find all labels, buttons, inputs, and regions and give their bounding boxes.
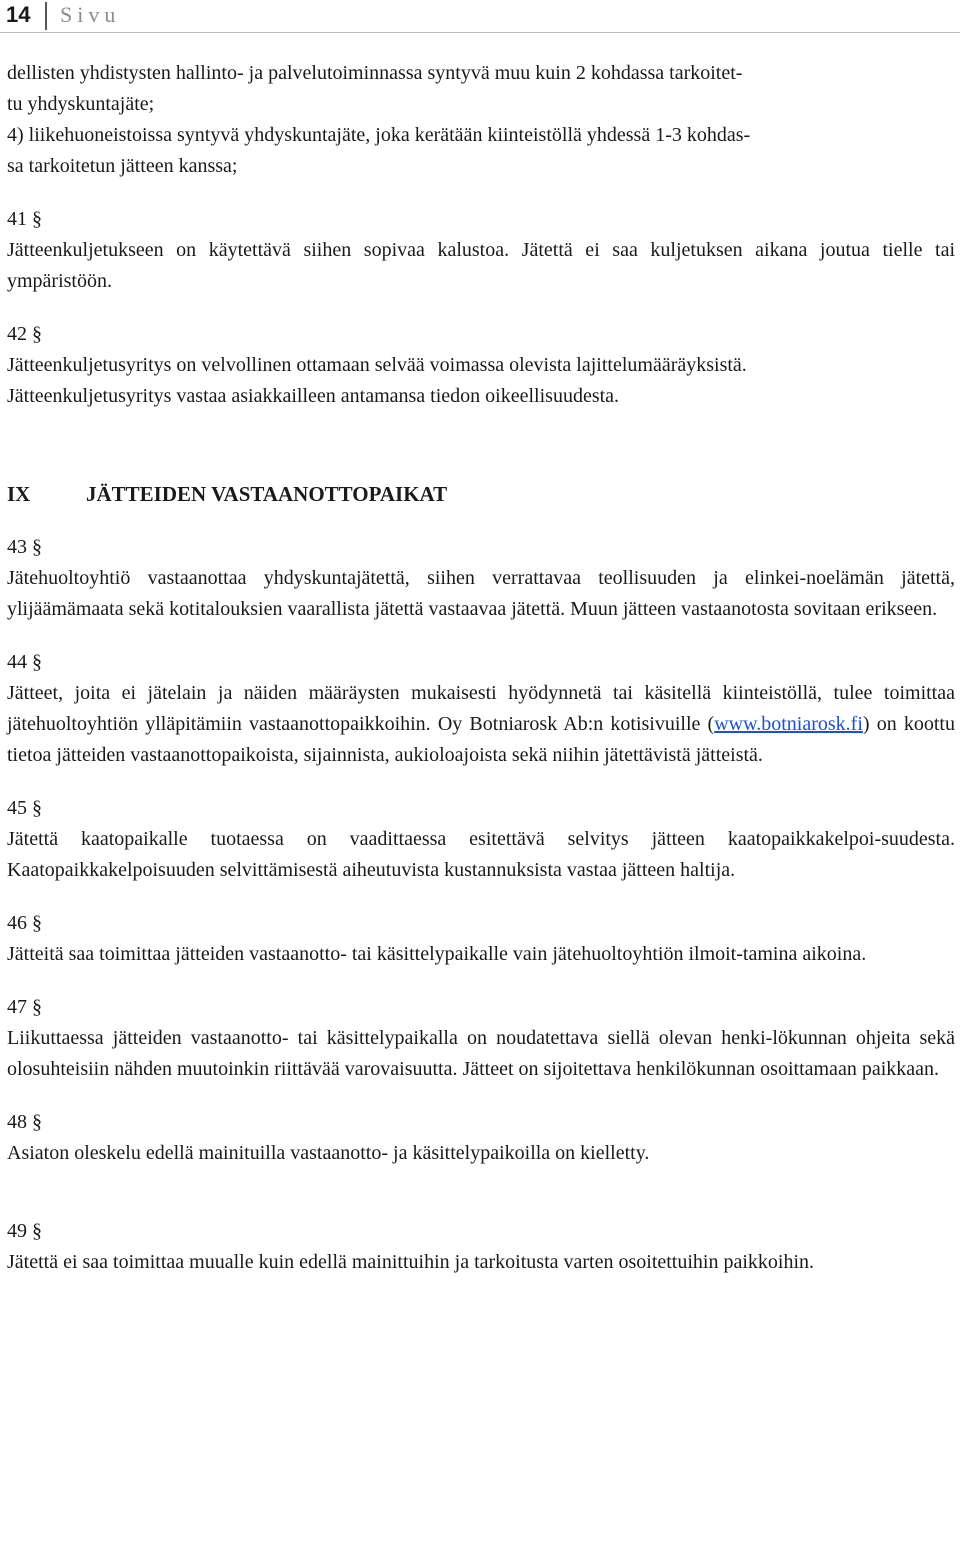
- intro-line-1: dellisten yhdistysten hallinto- ja palvelutoiminnassa syntyvä muu kuin 2 kohdassa tarkoitet-: [7, 62, 743, 84]
- section-45: [7, 793, 955, 886]
- section-text: Jätteenkuljetusyritys vastaa asiakkailleen antamansa tiedon oikeellisuudesta.: [7, 385, 620, 407]
- section-text: Asiaton oleskelu edellä mainituilla vastaanotto- ja käsittelypaikoilla on kielletty.: [7, 1142, 650, 1164]
- section-text: Jätehuoltoyhtiö vastaanottaa yhdyskuntajätettä, siihen verrattavaa teollisuuden ja elinkei-noelämän jätettä, ylijäämämaata sekä kotitalouksien vaarallista jätettä vastaavaa jätettä. Muun jätteen vastaanotosta sovitaan erikseen.: [7, 567, 955, 620]
- page-label: Sivu: [60, 2, 121, 27]
- page-header: [0, 0, 960, 34]
- section-41: [7, 204, 955, 297]
- intro-line-2: tu yhdyskuntajäte;: [7, 93, 155, 115]
- section-text: [7, 678, 955, 771]
- chapter-number: IX: [7, 482, 31, 506]
- header-rule: [0, 32, 960, 33]
- section-number: 47 §: [7, 996, 42, 1018]
- section-number: 42 §: [7, 323, 42, 345]
- document-body: [7, 58, 955, 1278]
- section-44: [7, 647, 955, 771]
- section-text: Jätteenkuljetusyritys on velvollinen ottamaan selvää voimassa olevista lajittelumääräyksistä.: [7, 354, 747, 376]
- header-divider: [45, 2, 47, 30]
- intro-line-4: sa tarkoitetun jätteen kanssa;: [7, 155, 238, 177]
- section-43: [7, 532, 955, 625]
- section-46: [7, 908, 955, 970]
- chapter-title: JÄTTEIDEN VASTAANOTTOPAIKAT: [86, 482, 448, 506]
- section-49: [7, 1216, 955, 1278]
- section-number: 41 §: [7, 208, 42, 230]
- section-text: Jätteenkuljetukseen on käytettävä siihen sopivaa kalustoa. Jätettä ei saa kuljetuksen aikana joutua tielle tai ympäristöön.: [7, 239, 955, 292]
- section-text: Jätettä ei saa toimittaa muualle kuin edellä mainittuihin ja tarkoitusta varten osoitettuihin paikkoihin.: [7, 1251, 815, 1273]
- section-number: 44 §: [7, 651, 42, 673]
- section-number: 45 §: [7, 797, 42, 819]
- section-48: [7, 1107, 955, 1169]
- intro-line-3: 4) liikehuoneistoissa syntyvä yhdyskuntajäte, joka kerätään kiinteistöllä yhdessä 1-3 kohdas-: [7, 124, 751, 146]
- chapter-heading: [7, 479, 955, 510]
- section-text-part: Jätteet, joita ei jätelain ja näiden määräysten mukaisesti hyödynnetä tai käsitellä kiinteistöllä, tulee toimittaa jätehuoltoyhtiön ylläpitämiin vastaanottopaikkoihin. Oy Botniarosk Ab:n kotisivuille (: [7, 682, 955, 735]
- section-number: 49 §: [7, 1220, 42, 1242]
- section-text: Liikuttaessa jätteiden vastaanotto- tai käsittelypaikalla on noudatettava siellä olevan henki-lökunnan ohjeita sekä olosuhteisiin nähden muutoinkin riittävää varovaisuutta. Jätteet on sijoitettava henkilökunnan osoittamaan paikkaan.: [7, 1027, 955, 1080]
- section-number: 48 §: [7, 1111, 42, 1133]
- section-text-part: ) on koottu tietoa jätteiden vastaanottopaikoista, sijainnista, aukioloajoista sekä niihin jätettävistä jätteistä.: [7, 713, 955, 766]
- page-number: 14: [6, 2, 31, 27]
- section-text: Jätteitä saa toimittaa jätteiden vastaanotto- tai käsittelypaikalle vain jätehuoltoyhtiön ilmoit-tamina aikoina.: [7, 943, 867, 965]
- section-42: [7, 319, 955, 412]
- section-number: 46 §: [7, 912, 42, 934]
- botniarosk-link[interactable]: www.botniarosk.fi: [714, 713, 863, 735]
- section-47: [7, 992, 955, 1085]
- section-number: 43 §: [7, 536, 42, 558]
- section-text: Jätettä kaatopaikalle tuotaessa on vaadittaessa esitettävä selvitys jätteen kaatopaikkakelpoi-suudesta. Kaatopaikkakelpoisuuden selvittämisestä aiheutuvista kustannuksista vastaa jätteen haltija.: [7, 828, 955, 881]
